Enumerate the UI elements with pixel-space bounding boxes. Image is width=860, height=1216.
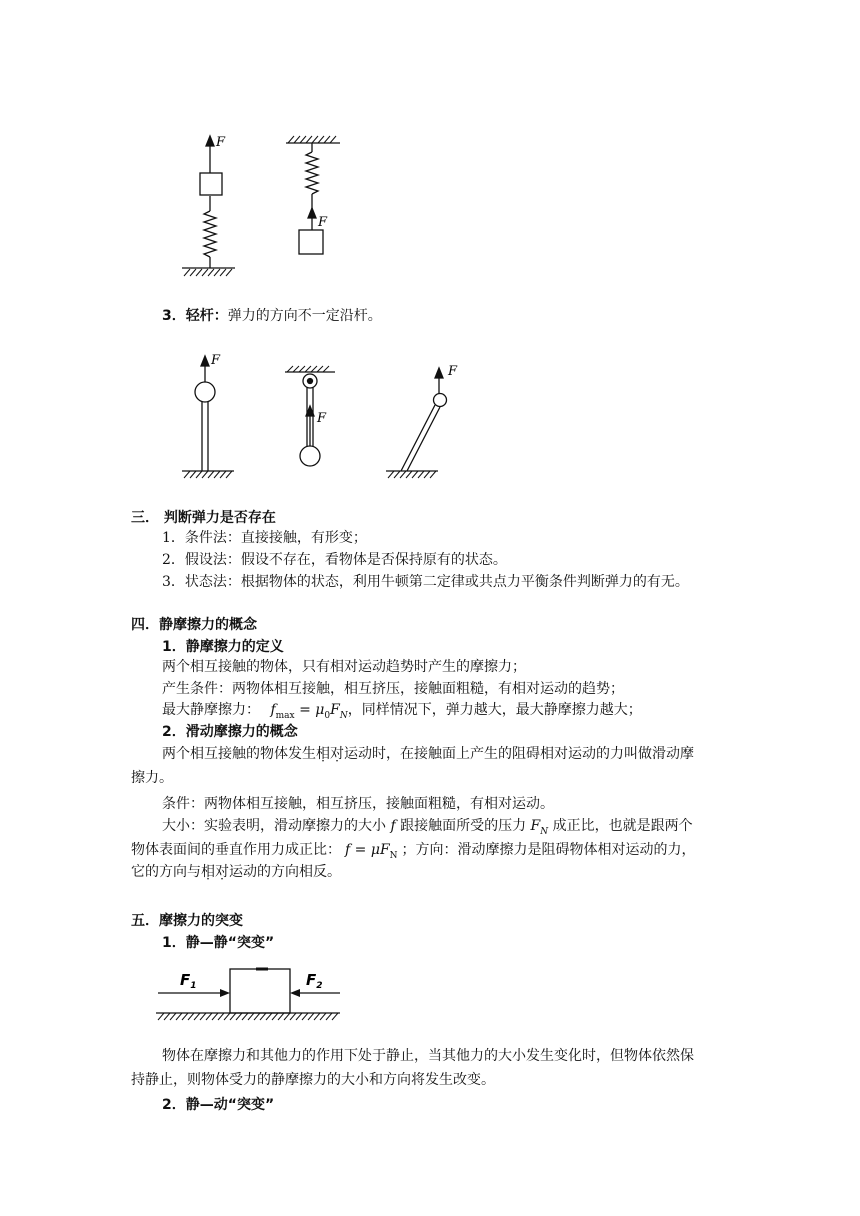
section3-item: 3．状态法：根据物体的状态，利用牛顿第二定律或共点力平衡条件判断弹力的有无。 (162, 574, 689, 590)
rod-item (162, 306, 382, 326)
section4-subheading: 1．静摩擦力的定义 (162, 639, 284, 655)
section4-heading: 四．静摩擦力的概念 (131, 617, 257, 633)
static-static-paragraph: 物体在摩擦力和其他力的作用下处于静止，当其他力的大小发生变化时，但物体依然保 (162, 1048, 694, 1064)
section3-item: 2．假设法：假设不存在，看物体是否保持原有的状态。 (162, 552, 507, 568)
rod-inclined-figure (386, 368, 447, 478)
formula-sliding: $f = \mu F_N$ (345, 842, 398, 861)
max-static-friction-label: 最大静摩擦力： (162, 702, 260, 718)
section5-subheading: 1．静—静“突变” (162, 935, 275, 951)
static-static-paragraph-cont: 持静止，则物体受力的静摩擦力的大小和方向将发生改变。 (131, 1072, 495, 1088)
rod-item-title: 轻杆： (185, 308, 228, 324)
section5-subheading: 2．静—动“突变” (162, 1097, 275, 1113)
spring-figures (170, 130, 380, 280)
formula-fmax: $f_{max} = \mu_0F_N$ (270, 702, 348, 721)
rod-item-number: 3． (162, 308, 186, 324)
force-label-f: F (211, 353, 221, 368)
rod-hanging-figure (285, 366, 335, 466)
spring-on-ground-figure (182, 136, 235, 276)
max-static-friction-note: ，同样情况下，弹力越大，最大静摩擦力越大； (347, 702, 642, 718)
section5-heading: 五．摩擦力的突变 (131, 913, 243, 929)
sliding-friction-condition: 条件：两物体相互接触，相互挤压，接触面粗糙，有相对运动。 (162, 796, 554, 812)
force-label-f1: $F_1$ (180, 971, 197, 991)
section3-heading: 三． 判断弹力是否存在 (131, 510, 276, 526)
force-label-f: F (317, 411, 327, 426)
force-label-f2: $F_2$ (306, 971, 323, 991)
sliding-friction-formula-line: 物体表面间的垂直作用力成正比： $f = \mu F_N$ ；方向：滑动摩擦力是阻碍物体相对运动的力， (131, 842, 696, 861)
spring-hanging-figure (286, 136, 340, 254)
sliding-friction-magnitude: 大小：实验表明，滑动摩擦力的大小 f 跟接触面所受的压力 $F_N$ 成正比，也就是跟两个 (162, 818, 693, 837)
section4-subheading: 2．滑动摩擦力的概念 (162, 724, 298, 740)
static-friction-condition: 产生条件：两物体相互接触，相互挤压，接触面粗糙，有相对运动的趋势； (162, 681, 624, 697)
sliding-friction-definition-cont: 擦力。 (131, 770, 173, 786)
section3-item: 1．条件法：直接接触，有形变； (162, 530, 367, 546)
sliding-friction-definition: 两个相互接触的物体发生相对运动时，在接触面上产生的阻碍相对运动的力叫做滑动摩 (162, 746, 694, 762)
force-label-f: F (448, 364, 458, 379)
block-forces-figure (150, 960, 350, 1026)
rod-figures (170, 350, 470, 480)
rod-on-ground-figure (182, 356, 234, 478)
sliding-friction-direction: 它的方向与相对运动的方向相反。 (131, 864, 341, 880)
force-label-f: F (318, 215, 328, 230)
static-friction-definition: 两个相互接触的物体，只有相对运动趋势时产生的摩擦力； (162, 659, 526, 675)
rod-item-text: 弹力的方向不一定沿杆。 (227, 308, 382, 324)
force-label-f: F (216, 135, 226, 150)
